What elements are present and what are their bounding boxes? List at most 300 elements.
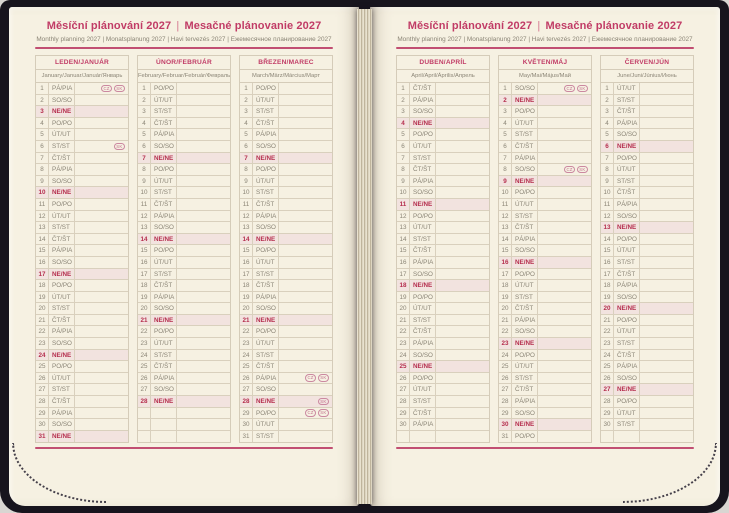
day-number-cell: 28 — [36, 396, 49, 407]
day-number-cell: 3 — [601, 106, 614, 117]
month-header: KVĚTEN/MÁJ — [499, 56, 591, 70]
day-name-cell: PÁ/PIA — [253, 211, 279, 222]
day-name-cell: ÚT/UT — [253, 176, 279, 187]
day-row — [601, 153, 693, 165]
notes-cell — [177, 83, 230, 94]
day-name-cell: ČT/ŠT — [410, 83, 436, 94]
month-subtitle: April/April/Április/Апрель — [397, 70, 489, 83]
notes-cell — [177, 326, 230, 337]
day-number-cell: 28 — [601, 396, 614, 407]
day-row — [36, 164, 128, 176]
notes-cell — [177, 315, 230, 326]
notes-cell — [279, 199, 332, 210]
day-row — [397, 164, 489, 176]
month-table-leden-janu-r — [35, 55, 129, 443]
day-number-cell: 10 — [397, 187, 410, 198]
day-number-cell: 19 — [138, 292, 151, 303]
day-row — [499, 211, 591, 223]
day-number-cell: 30 — [240, 419, 253, 430]
day-number-cell: 25 — [240, 361, 253, 372]
notes-cell — [75, 373, 128, 384]
day-row — [499, 373, 591, 385]
notes-cell — [640, 245, 693, 256]
notes-cell — [177, 350, 230, 361]
page-title-czech: Měsíční plánování 2027 — [46, 20, 172, 32]
day-name-cell: PÁ/PIA — [410, 95, 436, 106]
day-name-cell: ÚT/UT — [614, 83, 640, 94]
day-name-cell: PÁ/PIA — [410, 257, 436, 268]
notes-cell — [436, 153, 489, 164]
day-row — [397, 292, 489, 304]
day-number-cell: 3 — [138, 106, 151, 117]
notes-cell — [75, 315, 128, 326]
notes-cell — [436, 211, 489, 222]
day-number-cell: 1 — [138, 83, 151, 94]
day-name-cell: PÁ/PIA — [614, 118, 640, 129]
day-row — [601, 396, 693, 408]
notes-cell — [177, 199, 230, 210]
notes-cell — [177, 176, 230, 187]
day-number-cell: 16 — [138, 257, 151, 268]
holiday-badge-cz: CZ — [305, 409, 316, 417]
day-row — [601, 326, 693, 338]
day-number-cell: 10 — [36, 187, 49, 198]
notes-cell — [538, 257, 591, 268]
month-header: ČERVEN/JÚN — [601, 56, 693, 70]
day-row — [138, 396, 230, 408]
notes-cell — [75, 199, 128, 210]
notes-cell — [75, 419, 128, 430]
day-number-cell: 24 — [499, 350, 512, 361]
header-rule — [396, 47, 694, 49]
notes-cell — [75, 338, 128, 349]
notes-cell — [640, 199, 693, 210]
day-name-cell: NE/NE — [512, 419, 538, 430]
right-page — [370, 7, 720, 506]
notes-cell — [640, 83, 693, 94]
day-name-cell: SO/SO — [512, 408, 538, 419]
day-name-cell: NE/NE — [253, 315, 279, 326]
month-table--erven-j-n — [600, 55, 694, 443]
day-name-cell: NE/NE — [253, 153, 279, 164]
day-name-cell: PÁ/PIA — [614, 280, 640, 291]
notes-cell — [75, 234, 128, 245]
notes-cell — [279, 141, 332, 152]
day-number-cell: 20 — [397, 303, 410, 314]
day-name-cell: NE/NE — [410, 280, 436, 291]
day-row — [36, 222, 128, 234]
day-number-cell: 31 — [36, 431, 49, 443]
day-name-cell: ČT/ŠT — [410, 164, 436, 175]
day-number-cell: 28 — [138, 396, 151, 407]
day-row — [499, 245, 591, 257]
day-name-cell: SO/SO — [410, 269, 436, 280]
day-row — [240, 141, 332, 153]
day-name-cell: ST/ST — [512, 211, 538, 222]
day-name-cell: PO/PO — [151, 164, 177, 175]
day-name-cell: ČT/ŠT — [512, 222, 538, 233]
notes-cell — [640, 292, 693, 303]
day-number-cell: 28 — [397, 396, 410, 407]
day-row — [36, 83, 128, 95]
day-name-cell: ÚT/UT — [512, 118, 538, 129]
notes-cell — [640, 361, 693, 372]
day-name-cell: SO/SO — [253, 222, 279, 233]
day-number-cell: 14 — [240, 234, 253, 245]
day-number-cell: 20 — [138, 303, 151, 314]
day-number-cell: 13 — [397, 222, 410, 233]
day-number-cell: 15 — [601, 245, 614, 256]
day-row — [601, 384, 693, 396]
day-number-cell: 25 — [138, 361, 151, 372]
day-number-cell: 26 — [138, 373, 151, 384]
day-row — [397, 350, 489, 362]
day-number-cell: 19 — [397, 292, 410, 303]
day-number-cell: 25 — [601, 361, 614, 372]
day-name-cell: ST/ST — [253, 187, 279, 198]
notes-cell — [538, 315, 591, 326]
notes-cell — [640, 396, 693, 407]
day-number-cell: 26 — [499, 373, 512, 384]
day-number-cell: 2 — [601, 95, 614, 106]
day-number-cell: 23 — [601, 338, 614, 349]
notes-cell — [177, 211, 230, 222]
holiday-badge-cz: CZ — [564, 166, 575, 174]
day-number-cell: 2 — [397, 95, 410, 106]
notes-cell — [436, 176, 489, 187]
day-name-cell: ÚT/UT — [49, 129, 75, 140]
day-name-cell: PÁ/PIA — [614, 361, 640, 372]
day-name-cell: PÁ/PIA — [253, 292, 279, 303]
day-number-cell — [138, 431, 151, 443]
notes-cell — [75, 164, 128, 175]
day-row — [138, 141, 230, 153]
day-row — [240, 83, 332, 95]
day-number-cell: 29 — [240, 408, 253, 419]
day-name-cell: ÚT/UT — [614, 164, 640, 175]
notes-cell — [640, 129, 693, 140]
holiday-badge-sk: SK — [318, 409, 329, 417]
day-number-cell: 18 — [499, 280, 512, 291]
day-number-cell: 1 — [397, 83, 410, 94]
day-row — [499, 234, 591, 246]
holiday-badge-cz: CZ — [564, 85, 575, 93]
notes-cell — [436, 257, 489, 268]
notes-cell — [436, 396, 489, 407]
notes-cell — [75, 361, 128, 372]
day-row — [36, 118, 128, 130]
day-number-cell: 19 — [601, 292, 614, 303]
day-number-cell: 11 — [601, 199, 614, 210]
notes-cell — [436, 303, 489, 314]
day-row — [36, 396, 128, 408]
day-row — [36, 187, 128, 199]
day-name-cell: ČT/ŠT — [151, 361, 177, 372]
day-name-cell: SO/SO — [512, 326, 538, 337]
day-row — [36, 292, 128, 304]
notes-cell — [177, 129, 230, 140]
day-name-cell: NE/NE — [410, 118, 436, 129]
day-row — [397, 408, 489, 420]
day-name-cell: ST/ST — [151, 106, 177, 117]
day-name-cell: SO/SO — [512, 245, 538, 256]
day-row — [397, 280, 489, 292]
month-subtitle: June/Juni/Június/Июнь — [601, 70, 693, 83]
day-row — [601, 211, 693, 223]
holiday-badge-sk: SK — [114, 143, 125, 151]
day-number-cell: 27 — [36, 384, 49, 395]
day-number-cell: 10 — [138, 187, 151, 198]
month-header: ÚNOR/FEBRUÁR — [138, 56, 230, 70]
day-number-cell: 23 — [138, 338, 151, 349]
day-name-cell: PO/PO — [512, 431, 538, 443]
day-name-cell: PÁ/PIA — [49, 164, 75, 175]
day-row — [240, 431, 332, 443]
day-row — [601, 257, 693, 269]
notes-cell — [177, 396, 230, 407]
day-row — [36, 234, 128, 246]
day-number-cell: 3 — [36, 106, 49, 117]
day-row — [240, 269, 332, 281]
notes-cell — [279, 419, 332, 430]
notes-cell — [538, 153, 591, 164]
day-row — [36, 373, 128, 385]
day-name-cell: ČT/ŠT — [49, 396, 75, 407]
day-row — [601, 315, 693, 327]
notes-cell — [279, 326, 332, 337]
notes-cell — [538, 419, 591, 430]
day-number-cell: 30 — [499, 419, 512, 430]
day-number-cell: 21 — [240, 315, 253, 326]
day-number-cell: 20 — [499, 303, 512, 314]
day-number-cell: 11 — [397, 199, 410, 210]
notes-cell — [279, 408, 332, 419]
day-row — [499, 292, 591, 304]
day-number-cell: 17 — [601, 269, 614, 280]
day-name-cell: SO/SO — [49, 419, 75, 430]
day-number-cell: 5 — [397, 129, 410, 140]
day-row — [499, 83, 591, 95]
day-row — [36, 153, 128, 165]
notes-cell — [279, 396, 332, 407]
day-row — [138, 211, 230, 223]
notes-cell — [436, 408, 489, 419]
day-name-cell: ČT/ŠT — [410, 326, 436, 337]
day-number-cell: 14 — [499, 234, 512, 245]
notes-cell — [640, 408, 693, 419]
day-name-cell: ČT/ŠT — [614, 269, 640, 280]
day-row — [397, 361, 489, 373]
day-row — [240, 234, 332, 246]
day-name-cell: PÁ/PIA — [151, 373, 177, 384]
day-name-cell: ST/ST — [614, 95, 640, 106]
notes-cell — [538, 234, 591, 245]
day-number-cell: 27 — [499, 384, 512, 395]
day-name-cell: PÁ/PIA — [253, 129, 279, 140]
day-row — [397, 234, 489, 246]
day-row — [397, 211, 489, 223]
day-number-cell: 9 — [397, 176, 410, 187]
day-number-cell: 12 — [499, 211, 512, 222]
holiday-badge-sk: SK — [318, 398, 329, 406]
day-row — [240, 187, 332, 199]
day-number-cell: 30 — [601, 419, 614, 430]
day-number-cell: 14 — [601, 234, 614, 245]
notes-cell — [279, 303, 332, 314]
notes-cell — [436, 361, 489, 372]
notes-cell — [538, 292, 591, 303]
left-page — [9, 7, 359, 506]
day-row — [138, 373, 230, 385]
months-container — [35, 55, 333, 443]
day-name-cell: ČT/ŠT — [151, 280, 177, 291]
day-name-cell: SO/SO — [49, 176, 75, 187]
day-number-cell: 3 — [499, 106, 512, 117]
day-name-cell: PÁ/PIA — [49, 245, 75, 256]
day-name-cell: SO/SO — [410, 187, 436, 198]
day-number-cell: 31 — [240, 431, 253, 443]
day-row — [499, 199, 591, 211]
day-name-cell: ST/ST — [49, 384, 75, 395]
day-name-cell: PO/PO — [49, 361, 75, 372]
day-row — [138, 129, 230, 141]
day-row — [397, 338, 489, 350]
day-row — [36, 245, 128, 257]
day-name-cell: PO/PO — [253, 245, 279, 256]
day-row — [240, 326, 332, 338]
day-number-cell: 27 — [397, 384, 410, 395]
day-name-cell: NE/NE — [512, 95, 538, 106]
day-name-cell: ÚT/UT — [151, 176, 177, 187]
page-title — [396, 20, 694, 32]
day-name-cell: NE/NE — [151, 153, 177, 164]
notes-cell — [75, 303, 128, 314]
notes-cell — [538, 95, 591, 106]
day-number-cell: 9 — [601, 176, 614, 187]
day-name-cell: PÁ/PIA — [151, 129, 177, 140]
notes-cell — [279, 176, 332, 187]
day-number-cell: 7 — [601, 153, 614, 164]
notes-cell — [640, 222, 693, 233]
notes-cell — [538, 396, 591, 407]
day-row — [138, 292, 230, 304]
day-row — [240, 176, 332, 188]
day-name-cell: NE/NE — [151, 396, 177, 407]
day-name-cell: ST/ST — [512, 129, 538, 140]
day-number-cell: 7 — [397, 153, 410, 164]
day-number-cell — [397, 431, 410, 443]
day-name-cell: ST/ST — [253, 350, 279, 361]
notes-cell — [640, 257, 693, 268]
day-row — [36, 199, 128, 211]
day-name-cell: PO/PO — [151, 245, 177, 256]
day-number-cell: 8 — [138, 164, 151, 175]
day-number-cell: 6 — [397, 141, 410, 152]
day-number-cell: 22 — [499, 326, 512, 337]
day-number-cell: 18 — [601, 280, 614, 291]
notes-cell — [640, 350, 693, 361]
day-name-cell: ST/ST — [49, 303, 75, 314]
day-name-cell: ÚT/UT — [614, 408, 640, 419]
day-number-cell — [601, 431, 614, 443]
day-name-cell — [151, 419, 177, 430]
notes-cell — [538, 303, 591, 314]
day-row — [138, 303, 230, 315]
day-name-cell: ÚT/UT — [49, 211, 75, 222]
day-number-cell: 20 — [240, 303, 253, 314]
day-number-cell: 23 — [36, 338, 49, 349]
day-number-cell: 8 — [240, 164, 253, 175]
day-number-cell: 4 — [499, 118, 512, 129]
notes-cell — [436, 234, 489, 245]
day-name-cell: NE/NE — [151, 234, 177, 245]
months-container — [396, 55, 694, 443]
notes-cell — [177, 338, 230, 349]
day-number-cell: 22 — [138, 326, 151, 337]
day-name-cell: ST/ST — [410, 315, 436, 326]
day-number-cell: 12 — [601, 211, 614, 222]
notes-cell — [436, 141, 489, 152]
notes-cell — [75, 384, 128, 395]
day-name-cell: SO/SO — [151, 384, 177, 395]
day-name-cell: ÚT/UT — [410, 303, 436, 314]
day-number-cell: 30 — [397, 419, 410, 430]
day-number-cell: 1 — [499, 83, 512, 94]
day-name-cell: SO/SO — [253, 141, 279, 152]
day-row — [397, 95, 489, 107]
day-name-cell: ČT/ŠT — [49, 153, 75, 164]
notes-cell — [177, 106, 230, 117]
notes-cell — [538, 338, 591, 349]
day-name-cell: PÁ/PIA — [151, 211, 177, 222]
day-number-cell: 13 — [240, 222, 253, 233]
day-row — [499, 164, 591, 176]
notes-cell — [436, 129, 489, 140]
day-row — [240, 129, 332, 141]
day-row — [499, 408, 591, 420]
day-number-cell: 18 — [138, 280, 151, 291]
day-row — [138, 338, 230, 350]
day-row — [138, 257, 230, 269]
notes-cell — [75, 257, 128, 268]
notes-cell — [279, 245, 332, 256]
notes-cell — [436, 83, 489, 94]
day-name-cell: NE/NE — [253, 234, 279, 245]
day-name-cell: ČT/ŠT — [253, 280, 279, 291]
day-number-cell: 15 — [499, 245, 512, 256]
notes-cell — [75, 153, 128, 164]
day-number-cell: 6 — [138, 141, 151, 152]
day-row — [601, 164, 693, 176]
notes-cell — [279, 361, 332, 372]
day-name-cell: ÚT/UT — [410, 141, 436, 152]
notes-cell — [538, 83, 591, 94]
notes-cell — [177, 118, 230, 129]
day-number-cell: 6 — [499, 141, 512, 152]
day-name-cell: PÁ/PIA — [410, 176, 436, 187]
day-name-cell: ÚT/UT — [49, 292, 75, 303]
day-row — [36, 408, 128, 420]
day-row — [601, 95, 693, 107]
day-number-cell: 30 — [36, 419, 49, 430]
day-name-cell: ÚT/UT — [49, 373, 75, 384]
notes-cell — [177, 373, 230, 384]
day-row — [240, 373, 332, 385]
notes-cell — [436, 373, 489, 384]
day-row — [36, 176, 128, 188]
day-row — [397, 129, 489, 141]
month-table-kv-ten-m-j — [498, 55, 592, 443]
